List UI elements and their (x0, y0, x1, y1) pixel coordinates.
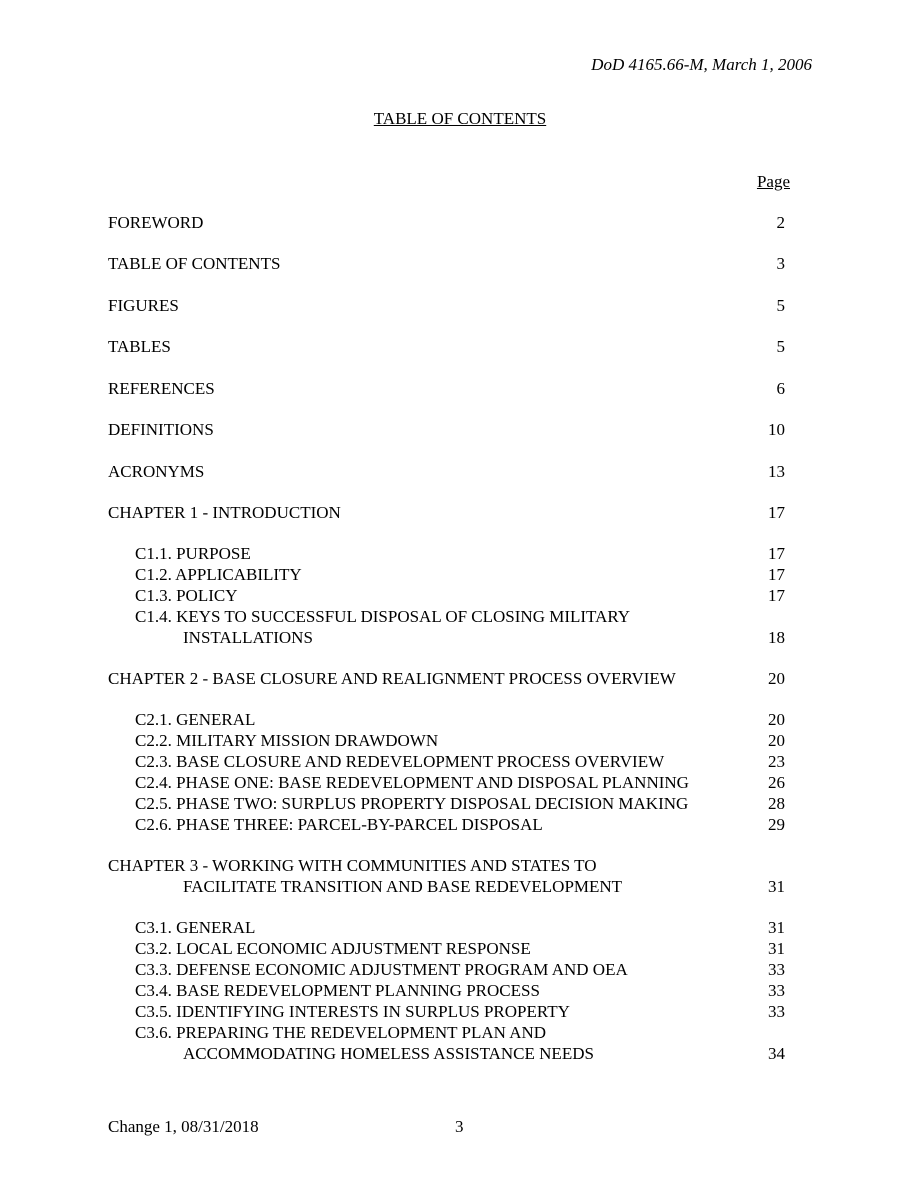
toc-entry-c3-6-continued[interactable] (0, 1043, 920, 1065)
toc-entry-text: CHAPTER 2 - BASE CLOSURE AND REALIGNMENT PROCESS OVERVIEW (108, 669, 676, 688)
toc-entry-page: 18 (768, 628, 785, 647)
toc-entry-page: 17 (768, 503, 785, 522)
footer-change-date: Change 1, 08/31/2018 (108, 1117, 259, 1136)
toc-entry-foreword[interactable] (0, 212, 920, 234)
toc-entry-text: FIGURES (108, 296, 179, 315)
toc-entry-text: TABLES (108, 337, 171, 356)
toc-entry-text: C3.5. IDENTIFYING INTERESTS IN SURPLUS PROPERTY (135, 1002, 570, 1021)
toc-entry-c3-5[interactable] (0, 1001, 920, 1023)
toc-entry-text-continued: INSTALLATIONS (183, 628, 313, 647)
toc-entry-page: 17 (768, 586, 785, 605)
toc-entry-text: FOREWORD (108, 213, 204, 232)
toc-entry-page: 29 (768, 815, 785, 834)
toc-entry-text: CHAPTER 3 - WORKING WITH COMMUNITIES AND STATES TO (108, 856, 597, 875)
toc-entry-page: 6 (776, 379, 785, 398)
toc-entry-text: CHAPTER 1 - INTRODUCTION (108, 503, 341, 522)
toc-entry-text-continued: FACILITATE TRANSITION AND BASE REDEVELOPMENT (183, 877, 623, 896)
footer-page-number: 3 (455, 1117, 464, 1136)
toc-entry-page: 31 (768, 939, 785, 958)
toc-entry-c1-4[interactable] (0, 606, 920, 628)
toc-entry-c3-6[interactable] (0, 1022, 920, 1044)
toc-entry-definitions[interactable] (0, 419, 920, 441)
toc-entry-table-of-contents[interactable] (0, 253, 920, 275)
toc-entry-page: 31 (768, 918, 785, 937)
toc-entry-chapter-3-continued[interactable] (0, 876, 920, 898)
toc-entry-c3-4[interactable] (0, 980, 920, 1002)
toc-entry-page: 33 (768, 1002, 785, 1021)
toc-entry-text: C2.6. PHASE THREE: PARCEL-BY-PARCEL DISPOSAL (135, 815, 543, 834)
toc-entry-c2-4[interactable] (0, 772, 920, 794)
toc-entry-c1-1[interactable] (0, 543, 920, 565)
toc-entry-page: 26 (768, 773, 785, 792)
toc-entry-page: 20 (768, 710, 785, 729)
toc-entry-text: C3.2. LOCAL ECONOMIC ADJUSTMENT RESPONSE (135, 939, 531, 958)
toc-entry-c2-6[interactable] (0, 814, 920, 836)
toc-entry-tables[interactable] (0, 336, 920, 358)
toc-entry-c2-1[interactable] (0, 709, 920, 731)
toc-entry-chapter-1[interactable] (0, 502, 920, 524)
toc-entry-page: 33 (768, 960, 785, 979)
toc-entry-page: 10 (768, 420, 785, 439)
toc-entry-c2-2[interactable] (0, 730, 920, 752)
toc-entry-text: C3.1. GENERAL (135, 918, 256, 937)
toc-entry-c2-3[interactable] (0, 751, 920, 773)
toc-entry-figures[interactable] (0, 295, 920, 317)
toc-entry-text: C2.5. PHASE TWO: SURPLUS PROPERTY DISPOSAL DECISION MAKING (135, 794, 689, 813)
document-reference: DoD 4165.66-M, March 1, 2006 (591, 55, 812, 74)
toc-entry-page: 17 (768, 565, 785, 584)
toc-entry-c3-1[interactable] (0, 917, 920, 939)
toc-entry-c1-3[interactable] (0, 585, 920, 607)
toc-entry-text: C3.6. PREPARING THE REDEVELOPMENT PLAN AND (135, 1023, 547, 1042)
page-column-label: Page (756, 172, 790, 191)
page-title: TABLE OF CONTENTS (373, 109, 547, 128)
toc-entry-page: 13 (768, 462, 785, 481)
toc-entry-page: 2 (776, 213, 785, 232)
toc-entry-c3-3[interactable] (0, 959, 920, 981)
toc-entry-text: TABLE OF CONTENTS (108, 254, 281, 273)
toc-entry-page: 28 (768, 794, 785, 813)
toc-entry-text-continued: ACCOMMODATING HOMELESS ASSISTANCE NEEDS (183, 1044, 594, 1063)
toc-entry-page: 17 (768, 544, 785, 563)
toc-entry-page: 34 (768, 1044, 785, 1063)
toc-entry-text: C1.1. PURPOSE (135, 544, 251, 563)
toc-entry-c3-2[interactable] (0, 938, 920, 960)
toc-entry-text: C2.4. PHASE ONE: BASE REDEVELOPMENT AND DISPOSAL PLANNING (135, 773, 689, 792)
toc-entry-page: 33 (768, 981, 785, 1000)
toc-entry-text: C2.2. MILITARY MISSION DRAWDOWN (135, 731, 439, 750)
toc-entry-chapter-2[interactable] (0, 668, 920, 690)
toc-entry-references[interactable] (0, 378, 920, 400)
toc-entry-page: 23 (768, 752, 785, 771)
toc-entry-chapter-3[interactable] (0, 855, 920, 877)
toc-entry-text: REFERENCES (108, 379, 215, 398)
toc-entry-acronyms[interactable] (0, 461, 920, 483)
toc-entry-text: C3.3. DEFENSE ECONOMIC ADJUSTMENT PROGRAM AND OEA (135, 960, 628, 979)
toc-entry-page: 31 (768, 877, 785, 896)
toc-entry-c1-4-continued[interactable] (0, 627, 920, 649)
toc-entry-c1-2[interactable] (0, 564, 920, 586)
toc-entry-text: DEFINITIONS (108, 420, 214, 439)
toc-entry-text: C1.4. KEYS TO SUCCESSFUL DISPOSAL OF CLOSING MILITARY (135, 607, 631, 626)
toc-entry-page: 5 (776, 337, 785, 356)
toc-entry-page: 3 (776, 254, 785, 273)
toc-entry-text: C2.1. GENERAL (135, 710, 256, 729)
toc-entry-text: C2.3. BASE CLOSURE AND REDEVELOPMENT PROCESS OVERVIEW (135, 752, 665, 771)
toc-entry-text: ACRONYMS (108, 462, 205, 481)
toc-entry-text: C1.3. POLICY (135, 586, 238, 605)
toc-entry-page: 20 (768, 669, 785, 688)
toc-entry-page: 5 (776, 296, 785, 315)
toc-entry-text: C1.2. APPLICABILITY (135, 565, 302, 584)
toc-entry-c2-5[interactable] (0, 793, 920, 815)
toc-entry-text: C3.4. BASE REDEVELOPMENT PLANNING PROCESS (135, 981, 540, 1000)
toc-entry-page: 20 (768, 731, 785, 750)
